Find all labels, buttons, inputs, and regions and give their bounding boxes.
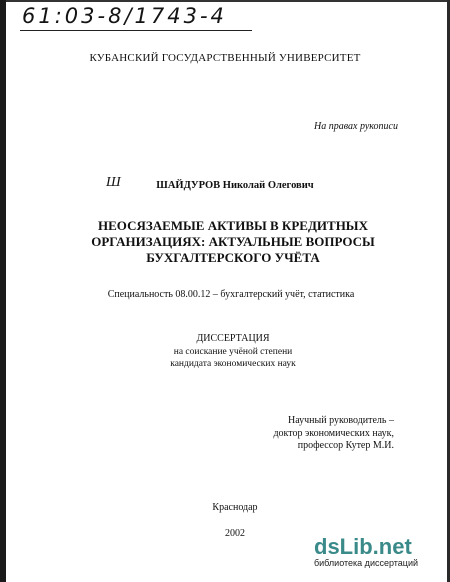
author-name: ШАЙДУРОВ Николай Олегович: [156, 180, 314, 191]
dissertation-label: ДИССЕРТАЦИЯ: [196, 333, 270, 344]
manuscript-note: На правах рукописи: [314, 121, 398, 132]
dslib-tagline: библиотека диссертаций: [314, 558, 419, 568]
supervisor-line-1: Научный руководитель –: [288, 415, 394, 426]
supervisor-line-3: профессор Кутер М.И.: [297, 440, 394, 451]
year: 2002: [225, 528, 245, 539]
thesis-title-line-1: НЕОСЯЗАЕМЫЕ АКТИВЫ В КРЕДИТНЫХ: [98, 218, 368, 233]
dslib-brand-main: dsLib: [314, 534, 373, 559]
dslib-brand-tld: .net: [372, 534, 412, 559]
dissertation-degree-line-2: кандидата экономических наук: [170, 359, 296, 369]
dissertation-degree-line-1: на соискание учёной степени: [173, 347, 293, 357]
archive-number-underline: [20, 30, 252, 31]
specialty: Специальность 08.00.12 – бухгалтерский учёт, статистика: [107, 289, 355, 300]
thesis-title: [0, 218, 450, 266]
scan-edge-top: [0, 0, 450, 2]
supervisor-line-2: доктор экономических наук,: [273, 427, 394, 439]
thesis-title-line-3: БУХГАЛТЕРСКОГО УЧЁТА: [146, 250, 320, 265]
university-name: КУБАНСКИЙ ГОСУДАРСТВЕННЫЙ УНИВЕРСИТЕТ: [89, 52, 361, 64]
dslib-watermark-logo: [314, 534, 440, 576]
archive-number: 61:03-8/1743-4: [22, 4, 227, 28]
thesis-title-line-2: ОРГАНИЗАЦИЯХ: АКТУАЛЬНЫЕ ВОПРОСЫ: [91, 234, 375, 249]
supervisor-block: [214, 415, 394, 453]
dslib-brand: [314, 534, 440, 560]
handwritten-initials: Ш: [106, 175, 121, 190]
city: Краснодар: [212, 502, 258, 513]
